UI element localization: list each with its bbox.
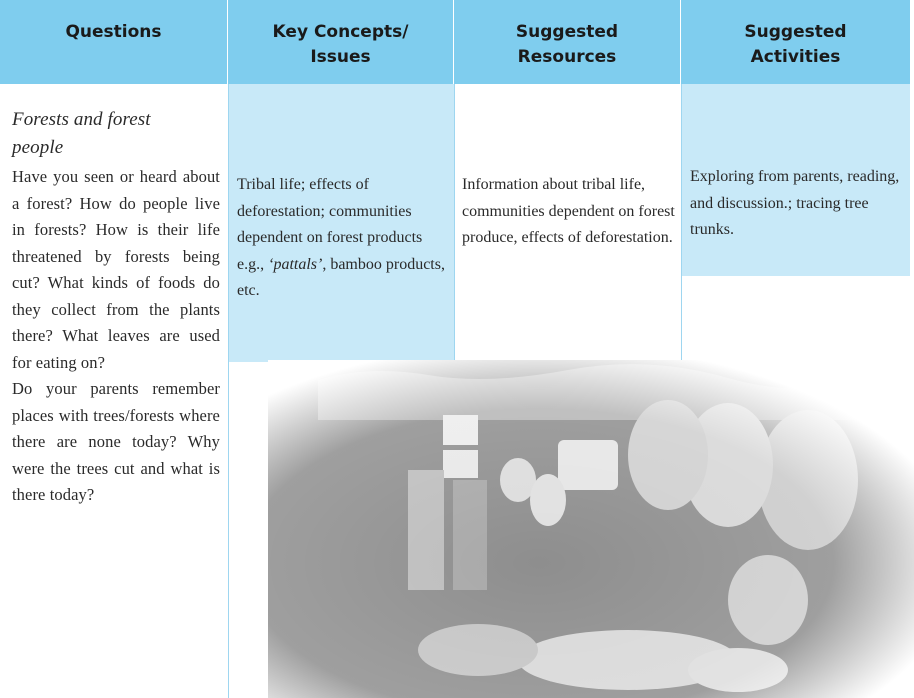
pattals-term: ‘pattals’: [268, 255, 323, 273]
key-concepts-cell: Tribal life; effects of deforestation; communities dependent on forest products e.g., ‘pattals’, bamboo products, etc.: [237, 176, 445, 299]
table-header: [0, 0, 910, 84]
header-resources: Suggested Resources: [454, 0, 681, 84]
header-questions: Questions: [0, 0, 228, 84]
header-activities: Suggested Activities: [744, 22, 847, 67]
questions-paragraph-1: Have you seen or heard about a forest? How do people live in forests? How is their life threatened by forests being cut? What kinds of foods do they collect from the plants there? What leaves are used for eating on?: [12, 167, 220, 372]
activities-cell: Exploring from parents, reading, and discussion.; tracing tree trunks.: [690, 168, 900, 238]
header-key-concepts: Key Concepts/ Issues: [228, 0, 454, 84]
bamboo-basket-shop-photo: [268, 360, 914, 698]
questions-title: Forests and forest people: [12, 109, 151, 158]
questions-cell: [12, 106, 220, 509]
questions-paragraph-2: Do your parents remember places with trees/forests where there are none today? Why were the trees cut and what is there today?: [12, 379, 220, 504]
resources-cell: Information about tribal life, communities dependent on forest produce, effects of deforestation.: [462, 176, 675, 246]
